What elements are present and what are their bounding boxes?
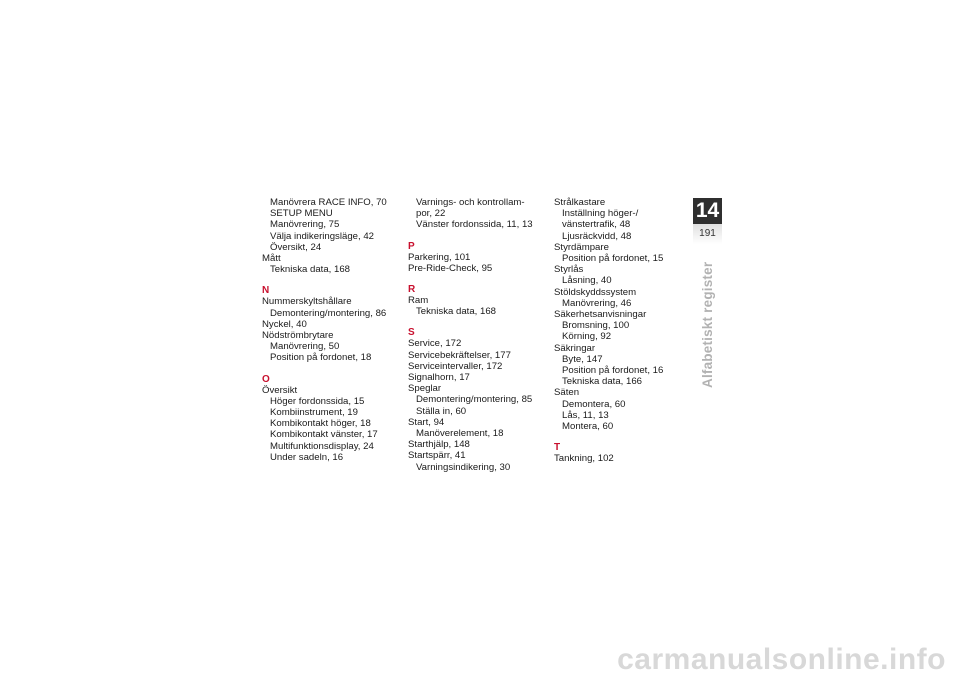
index-letter: S <box>408 327 415 339</box>
index-column-1 <box>262 197 390 463</box>
index-entry: Pre-Ride-Check, 95 <box>408 262 493 274</box>
index-entry: Signalhorn, 17 <box>408 372 470 384</box>
index-subentry: Demontering/montering, 85 <box>416 394 533 406</box>
index-subentry: Kombikontakt höger, 18 <box>270 418 371 430</box>
index-subentry: Montera, 60 <box>562 421 614 433</box>
index-subentry: Demontering/montering, 86 <box>270 307 387 319</box>
index-subentry: Körning, 92 <box>562 331 612 343</box>
index-entry: Strålkastare <box>554 197 606 208</box>
index-subentry: Manövrering, 75 <box>270 219 340 231</box>
index-entry: Servicebekräftelser, 177 <box>408 349 511 361</box>
index-letter: O <box>262 373 270 385</box>
index-subentry: Låsning, 40 <box>562 275 612 287</box>
index-entry: Säkringar <box>554 342 596 354</box>
page-number: 191 <box>693 224 722 244</box>
index-subentry: Position på fordonet, 16 <box>562 365 664 377</box>
index-subentry: Höger fordonssida, 15 <box>270 395 365 407</box>
index-entry: Startspärr, 41 <box>408 450 466 462</box>
index-subentry: Välja indikeringsläge, 42 <box>270 230 374 242</box>
index-subentry: Ljusräckvidd, 48 <box>562 230 632 242</box>
index-entry: Stöldskyddssystem <box>554 286 637 298</box>
index-column-3 <box>554 197 682 464</box>
index-subentry: por, 22 <box>416 208 446 220</box>
index-entry: Nödströmbrytare <box>262 330 334 342</box>
index-subentry: Bromsning, 100 <box>562 320 630 332</box>
index-subentry: Översikt, 24 <box>270 241 322 253</box>
index-column-2 <box>408 197 536 473</box>
index-entry: Starthjälp, 148 <box>408 439 470 451</box>
index-subentry: Kombikontakt vänster, 17 <box>270 429 378 441</box>
index-entry: Nyckel, 40 <box>262 318 307 330</box>
index-letter: P <box>408 240 415 252</box>
index-subentry: Manövrering, 46 <box>562 297 632 309</box>
index-letter: N <box>262 285 270 297</box>
chapter-number: 14 <box>693 198 722 224</box>
index-letter: R <box>408 284 416 296</box>
index-subentry: Byte, 147 <box>562 353 603 365</box>
index-entry: Mått <box>262 253 281 265</box>
chapter-tab <box>693 198 722 244</box>
index-subentry: Lås, 11, 13 <box>562 409 609 421</box>
index-entry: Säkerhetsanvisningar <box>554 309 647 321</box>
index-entry: Säten <box>554 387 580 399</box>
index-subentry: Multifunktionsdisplay, 24 <box>270 440 374 452</box>
index-subentry: Inställning höger-/ <box>562 208 639 220</box>
index-entry: Nummerskyltshållare <box>262 296 352 308</box>
index-subentry: Vänster fordonssida, 11, 13 <box>416 219 533 231</box>
index-entry: Start, 94 <box>408 416 445 428</box>
index-entry: Speglar <box>408 383 442 395</box>
index-entry: Serviceintervaller, 172 <box>408 360 503 372</box>
index-subentry: Position på fordonet, 18 <box>270 352 372 364</box>
index-entry: Styrlås <box>554 264 584 276</box>
index-subentry: SETUP MENU <box>270 208 333 220</box>
index-subentry: Kombiinstrument, 19 <box>270 407 358 419</box>
index-entry: Parkering, 101 <box>408 251 471 263</box>
index-subentry: Demontera, 60 <box>562 398 626 410</box>
index-entry: Service, 172 <box>408 338 462 350</box>
index-letter: T <box>554 442 561 454</box>
watermark: carmanualsonline.info <box>617 643 946 676</box>
index-entry: Ram <box>408 295 429 307</box>
index-entry: Översikt <box>262 384 298 396</box>
index-entry: Tankning, 102 <box>554 453 614 465</box>
index-entry: Styrdämpare <box>554 241 609 253</box>
index-subentry: Manöverelement, 18 <box>416 428 504 440</box>
index-subentry: Ställa in, 60 <box>416 405 467 417</box>
index-subentry: Tekniska data, 168 <box>270 264 351 276</box>
index-subentry: vänstertrafik, 48 <box>562 219 631 231</box>
section-title: Alfabetiskt register <box>700 261 715 388</box>
index-subentry: Manövrering, 50 <box>270 341 340 353</box>
index-subentry: Varningsindikering, 30 <box>416 461 511 473</box>
index-subentry: Under sadeln, 16 <box>270 451 344 463</box>
index-subentry: Varnings- och kontrollam- <box>416 197 525 208</box>
index-subentry: Manövrera RACE INFO, 70 <box>270 197 387 208</box>
index-subentry: Tekniska data, 166 <box>562 376 643 388</box>
index-subentry: Tekniska data, 168 <box>416 306 497 318</box>
index-subentry: Position på fordonet, 15 <box>562 253 664 265</box>
